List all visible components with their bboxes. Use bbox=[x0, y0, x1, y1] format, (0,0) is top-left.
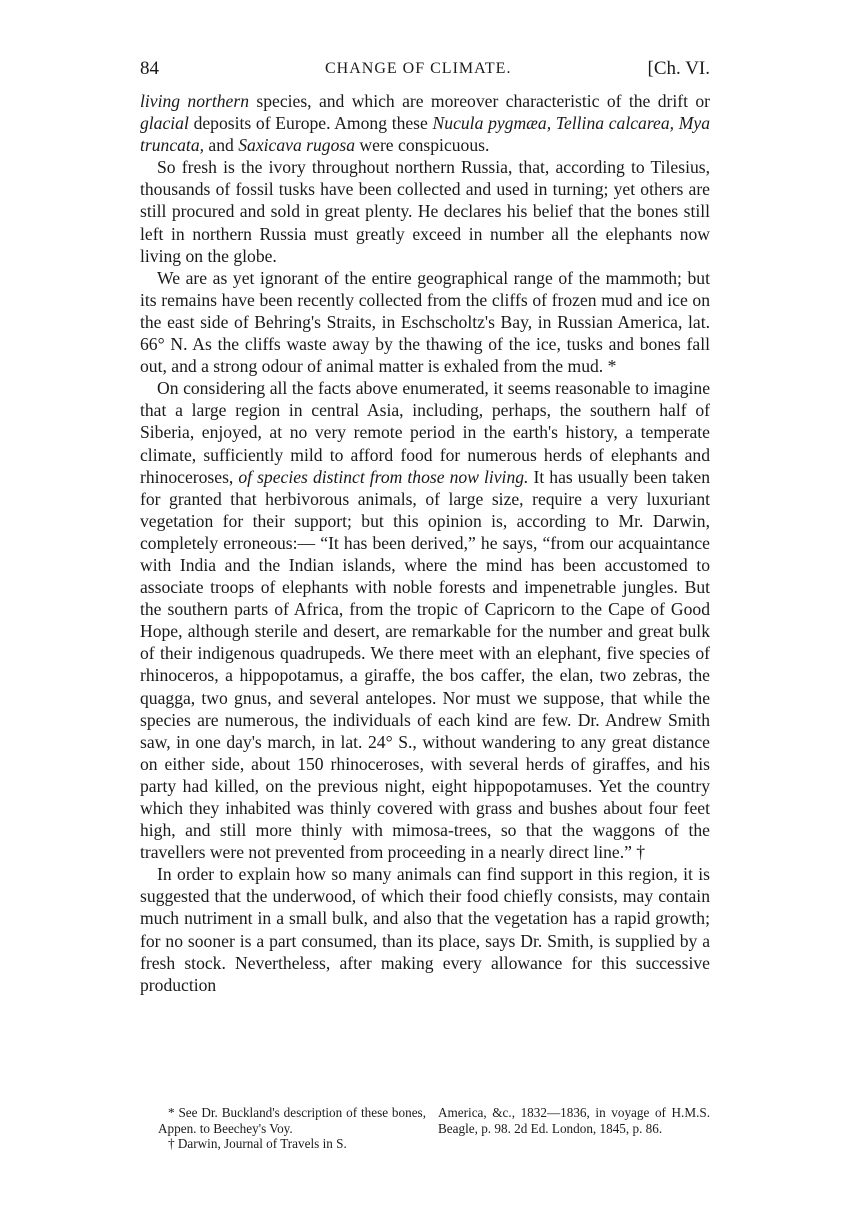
footnote-2-start: † Darwin, Journal of Travels in S. bbox=[168, 1136, 347, 1152]
paragraph-1: living northern species, and which are moreover characteristic of the drift or glacial deposits of Europe. Among these Nucula pygmæa, Tellina calcarea, Mya truncata, and Saxicava rugosa were conspicuous. bbox=[140, 91, 710, 156]
footnote-column-left bbox=[158, 1105, 426, 1152]
paragraph-5: In order to explain how so many animals can find support in this region, it is suggested that the underwood, of which their food chiefly consists, may contain much nutriment in a small bulk, and also that the vegetation has a rapid growth; for no sooner is a part consumed, than its place, says Dr. Smith, is supplied by a fresh stock. Nevertheless, after making every allowance for this successive production bbox=[140, 864, 710, 995]
paragraph-2: So fresh is the ivory throughout northern Russia, that, according to Tilesius, thousands of fossil tusks have been collected and used in turning; yet others are still procured and sold in great plenty. He declares his belief that the bones still left in northern Russia must greatly exceed in number all the elephants now living on the globe. bbox=[140, 157, 710, 266]
footnote-1: * See Dr. Buckland's description of these bones, Appen. to Beechey's Voy. bbox=[158, 1105, 426, 1136]
footnote-2-continued: America, &c., 1832—1836, in voyage of H.M.S. Beagle, p. 98. 2d Ed. London, 1845, p. 86. bbox=[438, 1105, 710, 1136]
running-title: CHANGE OF CLIMATE. bbox=[325, 60, 512, 77]
running-header bbox=[140, 58, 710, 88]
paragraph-3: We are as yet ignorant of the entire geographical range of the mammoth; but its remains have been recently collected from the cliffs of frozen mud and ice on the east side of Behring's Straits, in Eschscholtz's Bay, in Russian America, lat. 66° N. As the cliffs waste away by the thawing of the ice, tusks and bones fall out, and a strong odour of animal matter is exhaled from the mud. * bbox=[140, 267, 710, 377]
body-text bbox=[140, 90, 710, 996]
page-number: 84 bbox=[140, 58, 159, 79]
paragraph-4: On considering all the facts above enumerated, it seems reasonable to imagine that a large region in central Asia, including, perhaps, the southern half of Siberia, enjoyed, at no very remote period in the earth's history, a temperate climate, sufficiently mild to afford food for numerous herds of elephants and rhinoceroses, of species distinct from those now living. It has usually been taken for granted that herbivorous animals, of large size, require a very luxuriant vegetation for their support; but this opinion is, according to Mr. Darwin, completely erroneous:— “It has been derived,” he says, “from our acquaintance with India and the Indian islands, where the mind has been accustomed to associate troops of elephants with noble forests and impenetrable jungles. But the southern parts of Africa, from the tropic of Capricorn to the Cape of Good Hope, although sterile and desert, are remarkable for the number and great bulk of their indigenous quadrupeds. We there meet with an elephant, five species of rhinoceros, a hippopotamus, a giraffe, the bos caffer, the elan, two zebras, the quagga, two gnus, and several antelopes. Nor must we suppose, that while the species are numerous, the individuals of each kind are few. Dr. Andrew Smith saw, in one day's march, in lat. 24° S., without wandering to any great distance on either side, about 150 rhinoceroses, with several herds of giraffes, and his party had killed, on the previous night, eight hippopotamuses. Yet the country which they inhabited was thinly covered with grass and bushes about four feet high, and still more thinly with mimosa-trees, so that the waggons of the travellers were not prevented from proceeding in a nearly direct line.” † bbox=[140, 378, 710, 863]
chapter-marker: [Ch. VI. bbox=[647, 58, 710, 79]
footnote-column-right bbox=[438, 1105, 710, 1136]
